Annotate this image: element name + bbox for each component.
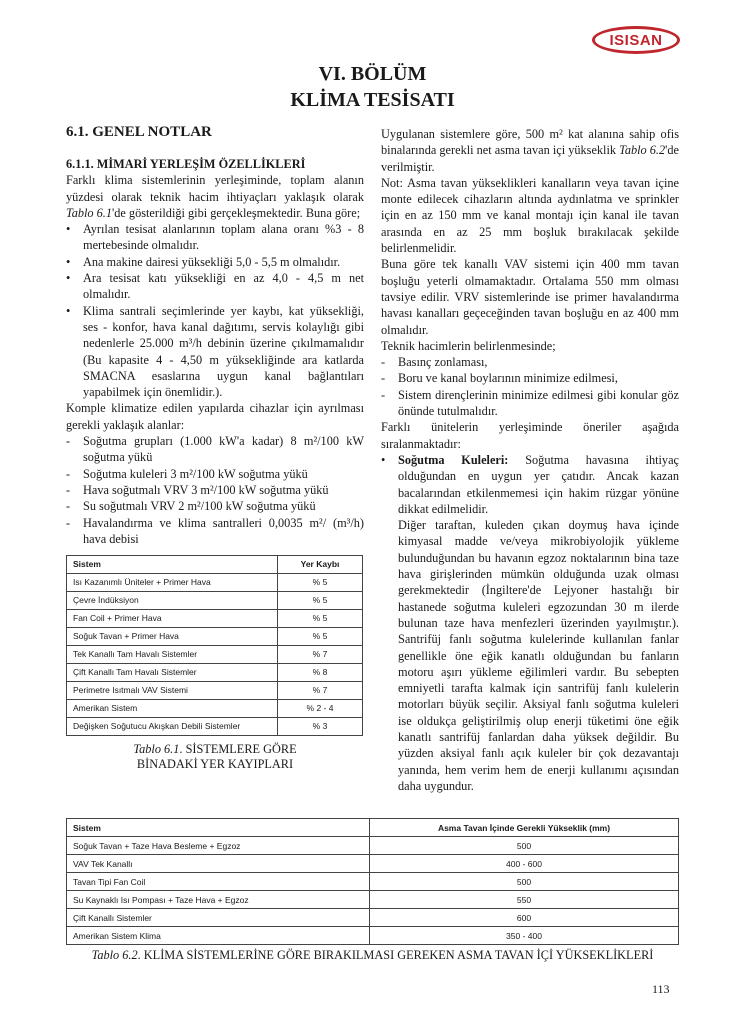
table-reference: Tablo 6.1	[66, 205, 113, 220]
table-6-2	[66, 818, 679, 945]
list-item: - Boru ve kanal boylarının minimize edilmesi,	[381, 371, 618, 386]
table-row: Çift Kanallı Tam Havalı Sistemler % 8	[67, 664, 363, 682]
dash-list	[381, 354, 679, 419]
bullet-heading: Soğutma Kuleleri:	[398, 452, 509, 467]
table-6-1	[66, 555, 363, 736]
table-row: Fan Coil + Primer Hava % 5	[67, 610, 363, 628]
intro-text: Farklı klima sistemlerinin yerleşiminde, toplam alanın yüzdesi olarak teknik hacim ihtiyaçları yaklaşık olarak	[66, 173, 364, 204]
paragraph: Uygulanan sistemlere göre, 500 m² kat alanına sahip ofis binalarında gerekli net asma tavan içi yükseklik Tablo 6.2'de verilmiştir.	[381, 127, 679, 174]
list-item: • Ana makine dairesi yüksekliği 5,0 - 5,5 m olmalıdır.	[66, 254, 341, 269]
table-row: Isı Kazanımlı Üniteler + Primer Hava % 5	[67, 574, 363, 592]
table-row: Tek Kanallı Tam Havalı Sistemler % 7	[67, 646, 363, 664]
subsection-title: 6.1.1. MİMARİ YERLEŞİM ÖZELLİKLERİ	[66, 157, 306, 171]
table-reference: Tablo 6.2	[619, 143, 666, 158]
note-paragraph: Not: Asma tavan yükseklikleri kanalların veya tavan içine monte edilecek cihazların altında aydınlatma ve sprinkler için en az 150 mm ve kanal montajı için kanal ile tavan arasında en az 25 mm boşluk bırakılacak şekilde belirlenmelidir.	[381, 175, 679, 256]
table-row: Amerikan Sistem % 2 - 4	[67, 700, 363, 718]
table-row: Perimetre Isıtmalı VAV Sistemi % 7	[67, 682, 363, 700]
list-item: • Ayrılan tesisat alanlarının toplam alana oranı %3 - 8 mertebesinde olmalıdır.	[66, 222, 364, 253]
list-item: - Havalandırma ve klima santralleri 0,0035 m²/ (m³/h) hava debisi	[66, 515, 364, 546]
isisan-logo	[592, 26, 680, 54]
list-item: • Ara tesisat katı yüksekliği en az 4,0 - 4,5 m net olmalıdır.	[66, 271, 364, 302]
chapter-number: VI. BÖLÜM	[318, 63, 427, 85]
chapter-title: KLİMA TESİSATI	[290, 89, 455, 111]
table-row: Değişken Soğutucu Akışkan Debili Sistemler % 3	[67, 718, 363, 736]
bullet-list	[66, 221, 364, 400]
table-row: VAV Tek Kanallı 400 - 600	[67, 855, 679, 873]
page-number: 113	[652, 982, 670, 996]
left-column	[66, 122, 364, 772]
logo-text: ISISAN	[609, 31, 663, 49]
list-item: - Soğutma kuleleri 3 m²/100 kW soğutma yükü	[66, 466, 308, 481]
table-header-row: Sistem Yer Kaybı	[67, 556, 363, 574]
list-item: • Soğutma Kuleleri: Soğutma havasına ihtiyaç olduğundan en uygun yer çatıdır. Ancak kazan bacalarından etkilenmemesi için hakim rüzgar yönüne dikkat edilmelidir. Diğer taraftan, kuleden çıkan doymuş hava içinde kimyasal madde ve/veya mikrobiyolojik yükleme bulunduğundan bu havanın egzoz noktalarının bina taze hava girişlerinden mümkün olduğunda uzak olması gerekmektedir (İngiltere'de Lejyoner hastalığı bir hastanede soğutma kuleleri egzozundan 30 m ilerde bulunan taze hava menfezleri üzerinden yayılmıştır.). Santrifüj fanlı soğutma kulelerinde kullanılan fanlar genellikle öne eğik kanatlı olduğundan bu fanların motoru aşırı yükleme eğilimleri vardır. Bu sebepten emniyetli tarafta kalmak için santrifüj fanlı kulelerin motorları büyük seçilir. Aksiyal fanlı soğutma kuleleri ise oldukça geliştirilmiş olup enerji tüketimi öne eğik kanatlı santrifüj fanlardan daha yüksek değildir. Bu yüzden aksiyal fanlı açık kuleler bir çok dezavantajı yanında, hem verim hem de enerji kullanımı açısından daha uygundur.	[381, 452, 679, 793]
paragraph: Komple klimatize edilen yapılarda cihazlar için ayrılması gerekli yaklaşık alanlar:	[66, 401, 364, 432]
table-row: Amerikan Sistem Klima 350 - 400	[67, 927, 679, 945]
table-row: Su Kaynaklı Isı Pompası + Taze Hava + Egzoz 550	[67, 891, 679, 909]
section-title: 6.1. GENEL NOTLAR	[66, 124, 212, 140]
list-item: • Klima santrali seçimlerinde yer kaybı, kat yüksekliği, ses - konfor, hava kanal dağıtımı, servis kolaylığı gibi nedenlerle 25.000 m³/h debinin üzerine çıkılmamalıdır (Bu kapasite 4 - 4,50 m yüksekliğinde ara katlarda SMACNA esaslarına uygun kanal bağlantıları yapabilmek için önemlidir.).	[66, 303, 364, 400]
table-6-1-caption: Tablo 6.1. SİSTEMLERE GÖRE BİNADAKİ YER KAYIPLARI	[133, 742, 297, 772]
table-header-row: Sistem Asma Tavan İçinde Gerekli Yükseklik (mm)	[67, 819, 679, 837]
list-item: - Su soğutmalı VRV 2 m²/100 kW soğutma yükü	[66, 499, 316, 514]
intro-paragraph	[66, 172, 364, 221]
right-column	[381, 126, 679, 794]
paragraph: Farklı ünitelerin yerleşiminde öneriler aşağıda sıralanmaktadır:	[381, 420, 679, 451]
paragraph: Buna göre tek kanallı VAV sistemi için 400 mm tavan boşluğu yeterli olmamaktadır. Ortalama 550 mm olması tavsiye edilir. VRV sistemlerinde ise primer havalandırma havası kanalları geçeceğinden tavan boşluğu en az 400 mm olmalıdır.	[381, 257, 679, 337]
table-row: Soğuk Tavan + Primer Hava % 5	[67, 628, 363, 646]
table-row: Soğuk Tavan + Taze Hava Besleme + Egzoz 500	[67, 837, 679, 855]
table-row: Çevre İndüksiyon % 5	[67, 592, 363, 610]
dash-list	[66, 433, 364, 547]
list-item: - Soğutma grupları (1.000 kW'a kadar) 8 m²/100 kW soğutma yükü	[66, 434, 364, 465]
table-row: Çift Kanallı Sistemler 600	[67, 909, 679, 927]
list-item: - Sistem dirençlerinin minimize edilmesi gibi konular göz önünde tutulmalıdır.	[381, 387, 679, 419]
table-row: Tavan Tipi Fan Coil 500	[67, 873, 679, 891]
table-6-2-caption: Tablo 6.2. KLİMA SİSTEMLERİNE GÖRE BIRAKILMASI GEREKEN ASMA TAVAN İÇİ YÜKSEKLİKLERİ	[91, 948, 654, 962]
paragraph: Diğer taraftan, kuleden çıkan doymuş hava içinde kimyasal madde ve/veya mikrobiyolojik yükleme bulunduğundan bu havanın egzoz noktalarının bina taze hava girişlerinden mümkün olduğunda uzak olması gerekmektedir (İngiltere'de Lejyoner hastalığı bir hastanede soğutma kuleleri egzozundan 30 m ilerde bulunan taze hava menfezleri üzerinden yayılmıştır.). Santrifüj fanlı soğutma kulelerinde kullanılan fanlar genellikle öne eğik kanatlı olduğundan bu fanların motoru aşırı yükleme eğilimleri vardır. Bu sebepten emniyetli tarafta kalmak için santrifüj fanlı kulelerin motorları büyük seçilir. Aksiyal fanlı soğutma kuleleri ise oldukça geliştirilmiş olup enerji tüketimi öne eğik kanatlı santrifüj fanlardan daha yüksek değildir. Bu yüzden aksiyal fanlı açık kuleler bir çok dezavantajı yanında, hem verim hem de enerji kullanımı açısından daha uygundur.	[398, 518, 679, 793]
list-item: - Hava soğutmalı VRV 3 m²/100 kW soğutma yükü	[66, 482, 329, 497]
paragraph: Teknik hacimlerin belirlenmesinde;	[381, 338, 556, 353]
intro-text: 'de gösterildiği gibi gerçekleşmektedir. Buna göre;	[112, 205, 361, 220]
list-item: - Basınç zonlaması,	[381, 355, 488, 370]
